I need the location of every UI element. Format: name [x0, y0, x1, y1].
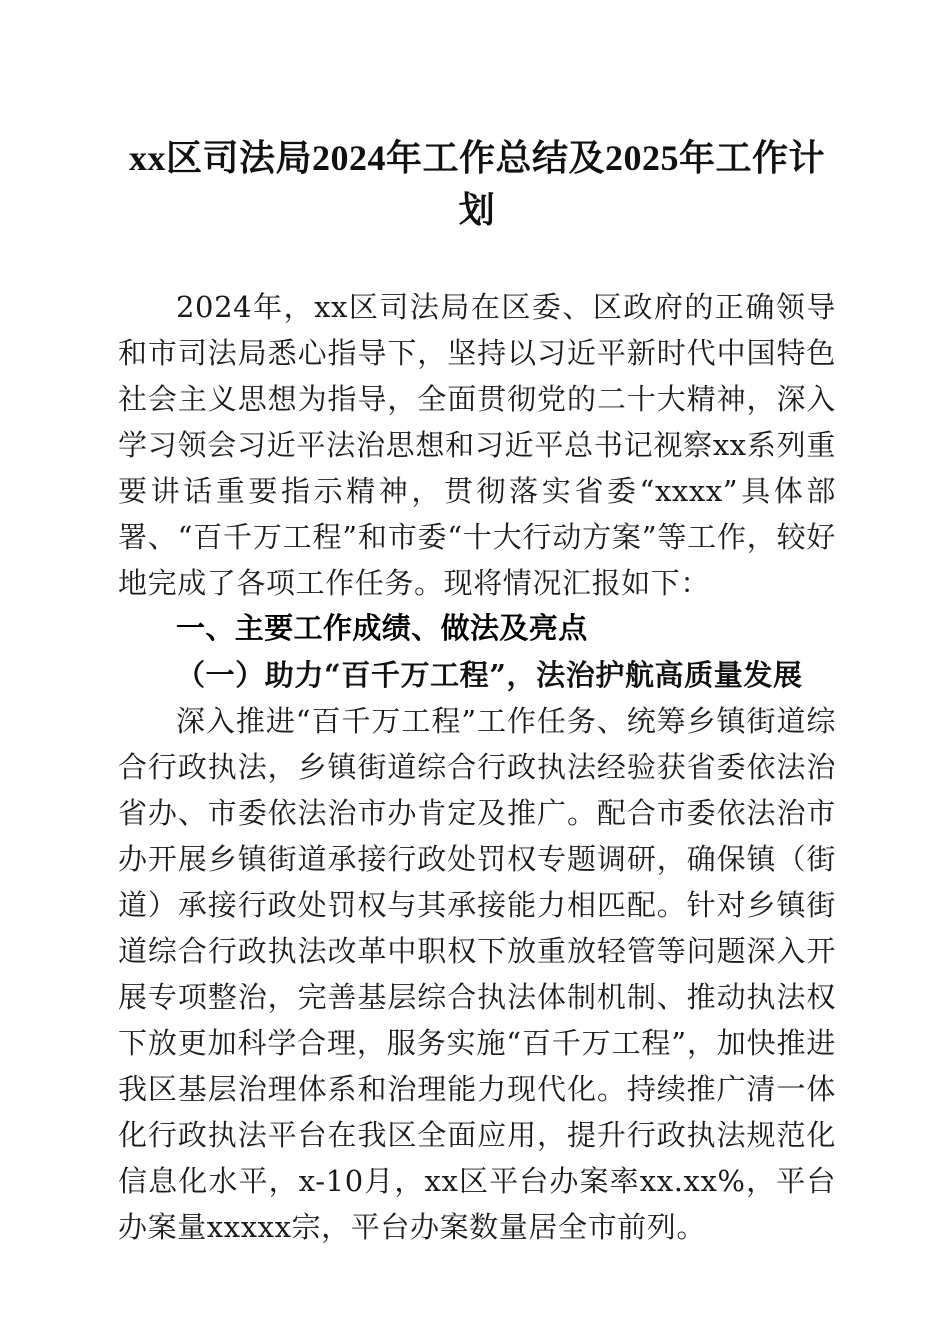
page-title: xx区司法局2024年工作总结及2025年工作计划 [128, 138, 825, 230]
title-spacer [118, 236, 836, 284]
paragraph-subsection-body: 深入推进“百千万工程”工作任务、统筹乡镇街道综合行政执法，乡镇街道综合行政执法经验获省委依法治省办、市委依法治市办肯定及推广。配合市委依法治市办开展乡镇街道承接行政处罚权专题调研，确保镇（街道）承接行政处罚权与其承接能力相匹配。针对乡镇街道综合行政执法改革中职权下放重放轻管等问题深入开展专项整治，完善基层综合执法体制机制、推动执法权下放更加科学合理，服务实施“百千万工程”，加快推进我区基层治理体系和治理能力现代化。持续推广清一体化行政执法平台在我区全面应用，提升行政执法规范化信息化水平，x-10月，xx区平台办案率xx.xx%，平台办案量xxxxx宗，平台办案数量居全市前列。 [118, 704, 836, 1244]
document-content [118, 132, 836, 1250]
subsection-heading-1: （一）助力“百千万工程”，法治护航高质量发展 [176, 658, 803, 692]
paragraph-intro: 2024年，xx区司法局在区委、区政府的正确领导和市司法局悉心指导下，坚持以习近平新时代中国特色社会主义思想为指导，全面贯彻党的二十大精神，深入学习领会习近平法治思想和习近平总书记视察xx系列重要讲话重要指示精神，贯彻落实省委“xxxx”具体部署、“百千万工程”和市委“十大行动方案”等工作，较好地完成了各项工作任务。现将情况汇报如下： [118, 290, 836, 600]
section-heading-1: 一、主要工作成绩、做法及亮点 [176, 613, 588, 645]
